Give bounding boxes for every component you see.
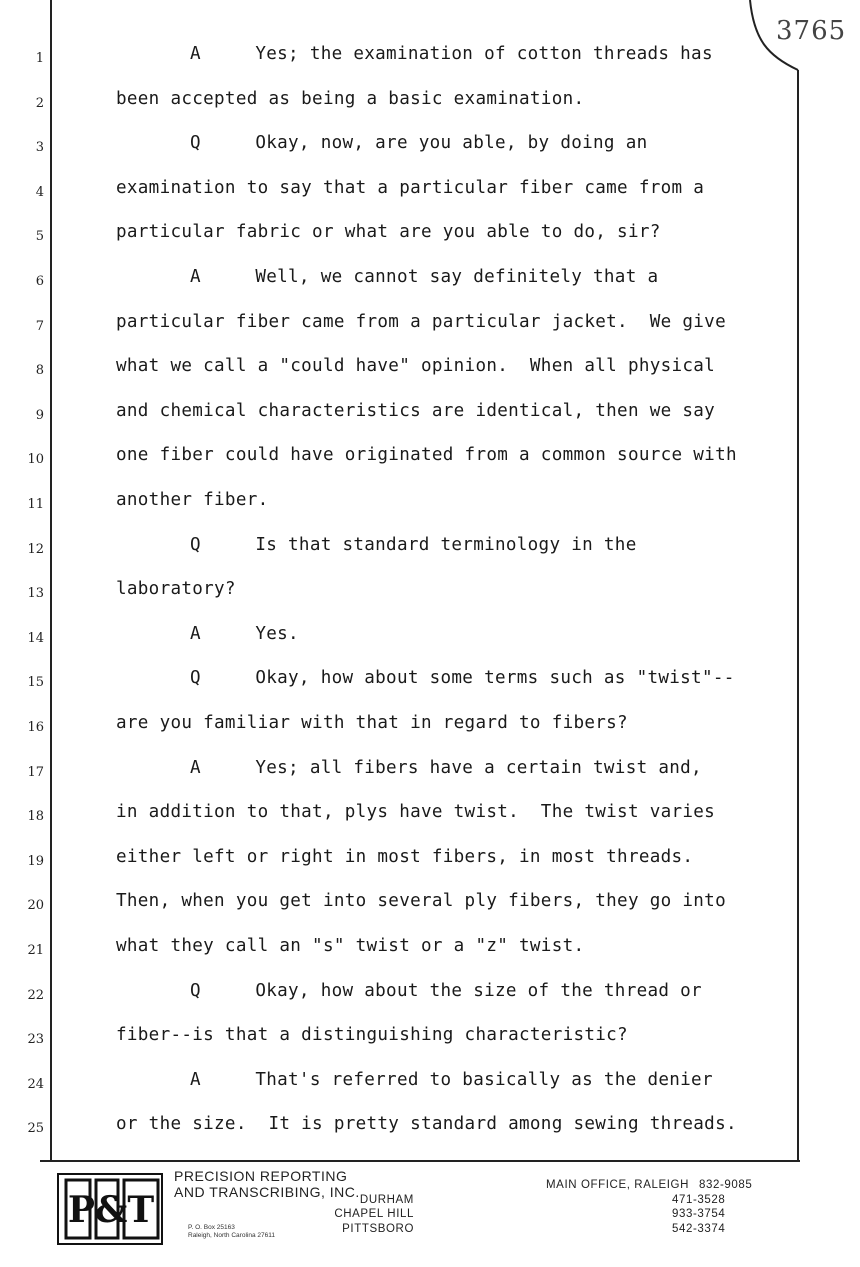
firm-name-line2: AND TRANSCRIBING, INC. [174,1184,360,1200]
transcript-line [0,356,800,386]
office-city: CHAPEL HILL [334,1208,414,1220]
transcript-line [0,401,800,431]
line-text: what they call an "s" twist or a "z" twist. [116,936,585,956]
line-text: another fiber. [116,490,269,510]
transcript-line [0,133,800,163]
office-phone: 471-3528 [672,1193,726,1206]
line-text: Then, when you get into several ply fibers, they go into [116,891,726,912]
line-text: in addition to that, plys have twist. The twist varies [116,802,716,823]
line-text: A Well, we cannot say definitely that a [190,267,659,287]
firm-name-line1: PRECISION REPORTING [174,1168,348,1184]
line-text: fiber--is that a distinguishing characteristic? [116,1025,628,1046]
transcript-line [0,267,800,297]
office-phone: 933-3754 [672,1208,726,1220]
line-text: one fiber could have originated from a common source with [116,445,737,466]
office-city: PITTSBORO [342,1222,414,1235]
logo-lettering: P&T [67,1189,155,1231]
line-number: 13 [27,586,44,602]
line-text: and chemical characteristics are identical, then we say [116,400,716,421]
line-number: 18 [27,809,44,825]
line-text: particular fiber came from a particular jacket. We give [116,311,726,332]
office-city: MAIN OFFICE, RALEIGH [546,1179,689,1191]
line-number: 11 [27,497,44,512]
transcript-line [0,222,800,252]
firm-address-line1: P. O. Box 25163 [188,1224,235,1231]
transcript-line [0,1070,800,1100]
line-text: particular fabric or what are you able to do, sir? [116,222,661,243]
transcript-line [0,535,800,565]
firm-logo [56,1168,166,1248]
transcript-line [0,936,800,966]
line-number: 20 [27,898,44,914]
line-text: Q Okay, now, are you able, by doing an [190,133,648,154]
line-number: 6 [35,274,44,289]
transcript-line [0,847,800,877]
transcript-line [0,178,800,208]
transcript-line [0,89,800,119]
line-text: Q Is that standard terminology in the [190,534,637,555]
line-number: 23 [27,1032,44,1048]
line-text: laboratory? [116,579,236,600]
transcript-line [0,312,800,342]
bottom-margin-rule [40,1160,800,1162]
transcript-line [0,713,800,743]
transcript-line [0,44,800,74]
transcript-line [0,445,800,475]
line-text: Q Okay, how about the size of the thread or [190,980,702,1001]
line-text: or the size. It is pretty standard among sewing threads. [116,1114,737,1135]
line-text: A Yes; the examination of cotton threads has [190,44,713,64]
transcript-line [0,579,800,609]
transcript-line [0,1114,800,1144]
page-number: 3765 [776,16,847,46]
line-number: 14 [27,630,44,646]
line-number: 15 [27,675,44,691]
line-number: 4 [35,184,44,200]
transcript-line [0,758,800,788]
line-number: 16 [27,720,44,735]
line-text: either left or right in most fibers, in most threads. [116,846,694,867]
line-number: 17 [27,764,44,780]
line-number: 9 [35,407,44,423]
transcript-line [0,668,800,698]
transcript-line [0,624,800,654]
line-number: 2 [35,95,44,111]
line-number: 24 [27,1076,44,1092]
transcript-line [0,981,800,1011]
transcript-line [0,490,800,520]
line-text: Q Okay, how about some terms such as "twist"-- [190,668,735,689]
line-number: 5 [35,229,44,245]
line-number: 12 [27,541,44,557]
transcript-line [0,1025,800,1055]
line-number: 3 [35,140,44,156]
firm-address [188,1224,275,1240]
line-text: examination to say that a particular fiber came from a [116,177,705,198]
line-number: 8 [35,363,44,379]
line-number: 21 [27,943,44,958]
office-phone: 832-9085 [699,1179,753,1191]
line-number: 7 [35,318,44,334]
line-number: 1 [35,51,44,66]
transcript-line [0,802,800,832]
line-text: been accepted as being a basic examination. [116,88,585,109]
line-number: 10 [27,452,44,468]
office-phone: 542-3374 [672,1222,726,1235]
office-city: DURHAM [359,1193,414,1206]
line-text: A Yes. [190,623,299,644]
firm-address-line2: Raleigh, North Carolina 27611 [188,1232,275,1239]
line-text: are you familiar with that in regard to fibers? [116,713,628,733]
line-number: 19 [27,853,44,869]
line-text: what we call a "could have" opinion. When all physical [116,356,716,377]
line-text: A That's referred to basically as the denier [190,1069,713,1090]
line-text: A Yes; all fibers have a certain twist and, [190,757,702,778]
line-number: 25 [27,1121,44,1137]
line-number: 22 [27,987,44,1003]
transcript-line [0,891,800,921]
